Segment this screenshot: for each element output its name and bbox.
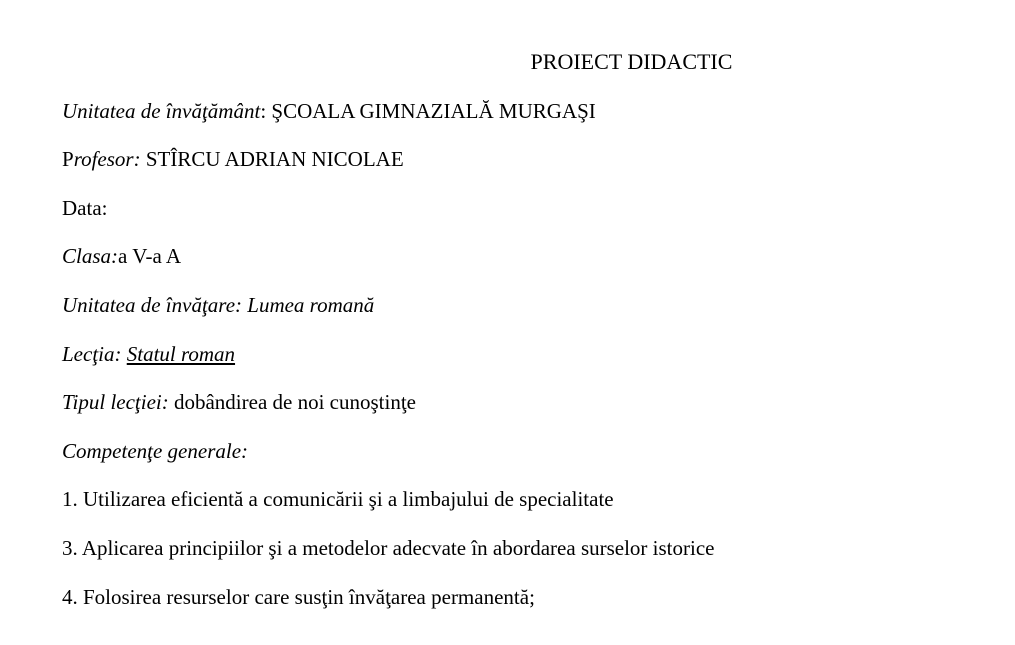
competences-heading: Competenţe generale: xyxy=(62,439,249,463)
learning-unit-label: Unitatea de învăţare: xyxy=(62,293,248,317)
competence-item: 4. Folosirea resurselor care susţin învăţarea permanentă; xyxy=(62,585,535,609)
school-line xyxy=(62,97,596,125)
teacher-label: rofesor: xyxy=(73,147,141,171)
lesson-type-label: Tipul lecţiei: xyxy=(62,390,174,414)
lesson-type-value: dobândirea de noi cunoştinţe xyxy=(173,390,416,414)
school-label: Unitatea de învăţământ xyxy=(62,99,261,123)
learning-unit-value: Lumea romană xyxy=(247,293,375,317)
teacher-label-initial: P xyxy=(62,147,74,171)
competence-item: 1. Utilizarea eficientă a comunicării şi a limbajului de specialitate xyxy=(62,487,614,511)
competence-item: 3. Aplicarea principiilor şi a metodelor adecvate în abordarea surselor istorice xyxy=(62,536,715,560)
class-label: Clasa: xyxy=(62,244,119,268)
school-separator: : xyxy=(260,99,272,123)
teacher-value: STÎRCU ADRIAN NICOLAE xyxy=(140,147,404,171)
learning-unit-line xyxy=(62,291,374,319)
lesson-value: Statul roman xyxy=(126,342,236,366)
lesson-type-line xyxy=(62,388,416,416)
class-line xyxy=(62,242,181,270)
school-value: ŞCOALA GIMNAZIALĂ MURGAŞI xyxy=(271,99,596,123)
document-title: PROIECT DIDACTIC xyxy=(530,49,733,74)
teacher-line xyxy=(62,145,404,173)
class-value: a V-a A xyxy=(118,244,182,268)
lesson-line xyxy=(62,340,235,368)
lesson-label: Lecţia: xyxy=(62,342,127,366)
date-line xyxy=(62,194,107,222)
date-label: Data: xyxy=(62,196,108,220)
